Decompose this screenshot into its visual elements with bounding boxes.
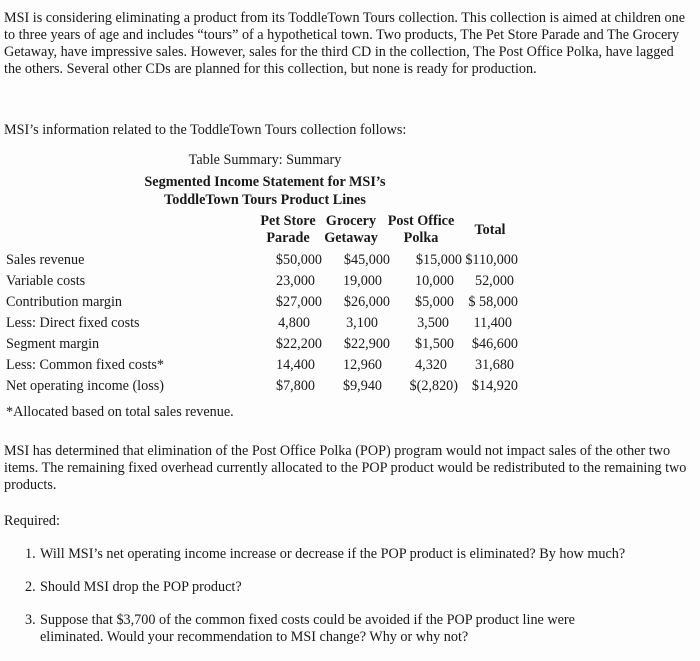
cell-pet-store: $7,800 [275,378,315,394]
cell-total: 31,680 [474,357,514,373]
info-line: MSI’s information related to the ToddleTown Tours collection follows: [4,122,407,138]
table-footnote: *Allocated based on total sales revenue. [6,404,234,420]
cell-post-office: 10,000 [414,273,454,289]
question-number: 1. [25,546,36,562]
cell-pet-store: $50,000 [275,252,322,268]
column-header-pet-store [252,213,324,247]
cell-total: $110,000 [465,252,518,268]
column-header-post-office [380,213,462,247]
cell-pet-store: 23,000 [275,273,315,289]
required-label: Required: [4,513,60,529]
intro-paragraph: MSI is considering eliminating a product from its ToddleTown Tours collection. This collection is aimed at children one to three years of age and includes “tours” of a hypothetical town. Two products, The Pet Store Parade and The Grocery Getaway, have impressive sales. However, sales for the third CD in the collection, The Post Office Polka, have lagged the others. Several other CDs are planned for this collection, but none is ready for production. [4,10,686,77]
cell-post-office: $15,000 [415,252,462,268]
table-title-line2: ToddleTown Tours Product Lines [164,192,366,208]
header-line: Parade [266,230,310,246]
cell-post-office: 3,500 [417,315,449,331]
question-number: 3. [25,612,36,628]
row-label: Segment margin [6,336,100,352]
question-number: 2. [25,579,36,595]
cell-grocery: 12,960 [342,357,382,373]
question-1 [25,546,690,563]
header-line: Getaway [324,230,378,246]
table-title-line1: Segmented Income Statement for MSI’s [144,174,386,190]
cell-grocery: 3,100 [346,315,378,331]
question-2 [25,579,690,596]
cell-post-office: $5,000 [414,294,454,310]
header-line: Total [474,222,506,238]
header-line: Polka [403,230,439,246]
cell-grocery: 19,000 [342,273,382,289]
question-text: Will MSI’s net operating income increase or decrease if the POP product is eliminated? By how much? [40,546,626,562]
header-line: Post Office [387,213,455,229]
row-label: Less: Common fixed costs* [6,357,165,373]
cell-pet-store: 14,400 [275,357,315,373]
cell-post-office: $(2,820) [409,378,458,394]
row-label: Less: Direct fixed costs [6,315,140,331]
cell-total: 11,400 [473,315,512,331]
header-line: Pet Store [260,213,316,229]
column-header-total [462,222,518,239]
question-text: Should MSI drop the POP product? [40,579,242,595]
row-label: Net operating income (loss) [6,378,164,394]
cell-grocery: $45,000 [343,252,390,268]
cell-total: $ 58,000 [468,294,518,310]
cell-pet-store: 4,800 [278,315,310,331]
row-label: Variable costs [6,273,86,289]
cell-grocery: $9,940 [342,378,382,394]
determined-paragraph: MSI has determined that elimination of the Post Office Polka (POP) program would not impact sales of the other two items. The remaining fixed overhead currently allocated to the POP product would be redistributed to the remaining two products. [4,443,687,493]
question-text: Suppose that $3,700 of the common fixed costs could be avoided if the POP product line were eliminated. Would your recommendation to MSI change? Why or why not? [40,612,575,645]
cell-grocery: $26,000 [343,294,390,310]
cell-pet-store: $22,200 [275,336,322,352]
cell-pet-store: $27,000 [275,294,322,310]
cell-total: $14,920 [471,378,518,394]
row-label: Contribution margin [6,294,122,310]
header-line: Grocery [325,213,377,229]
cell-post-office: 4,320 [415,357,447,373]
cell-total: $46,600 [471,336,518,352]
cell-post-office: $1,500 [414,336,454,352]
question-3 [25,612,690,646]
cell-total: 52,000 [474,273,514,289]
table-summary: Table Summary: Summary [188,152,342,168]
column-header-grocery [318,213,384,247]
row-label: Sales revenue [6,252,85,268]
cell-grocery: $22,900 [343,336,390,352]
